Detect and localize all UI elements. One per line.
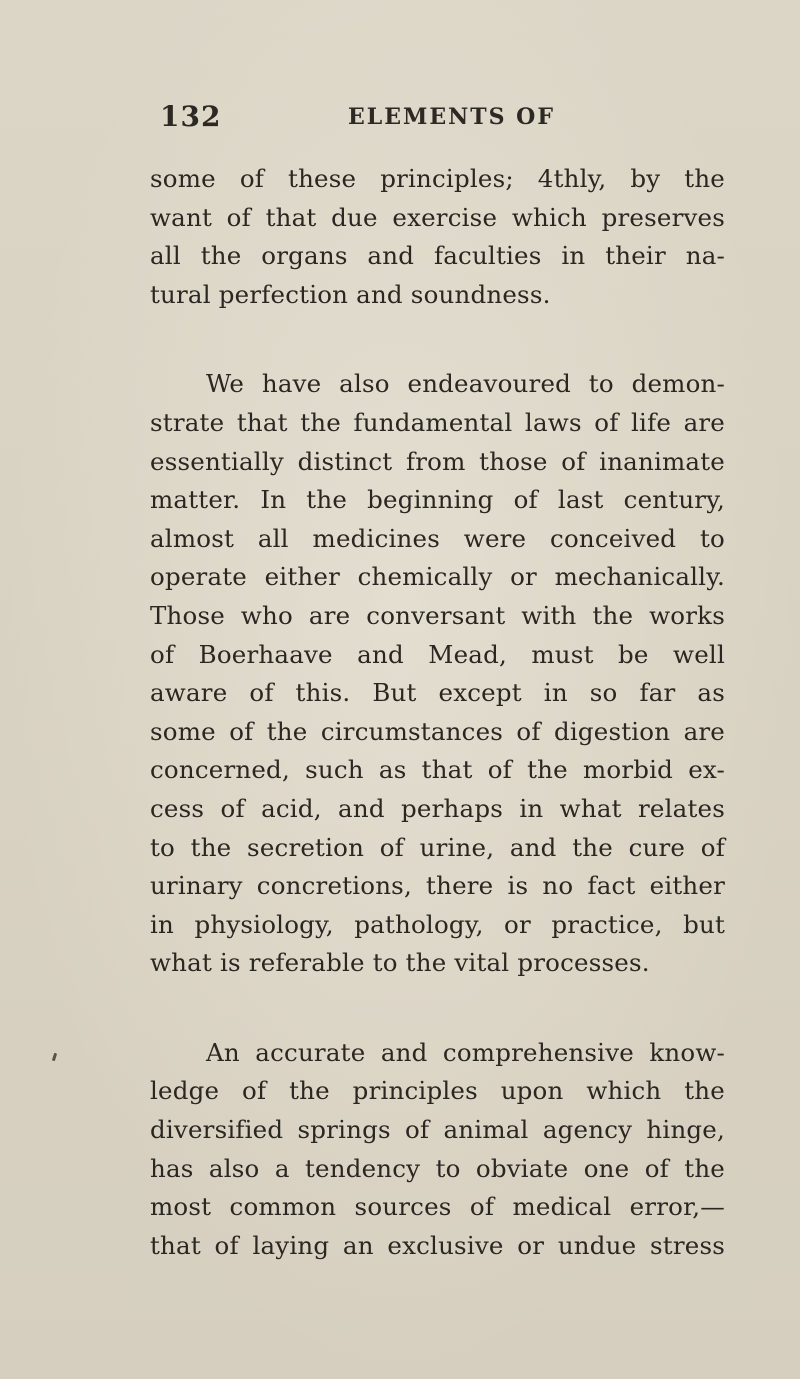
- margin-speck: [52, 1053, 57, 1062]
- text-line: urinary concretions, there is no fact either: [150, 871, 725, 901]
- running-title: ELEMENTS OF: [348, 104, 555, 130]
- text-line: some of these principles; 4thly, by the: [150, 164, 725, 193]
- text-line: matter. In the beginning of last century,: [150, 485, 725, 515]
- body-text: [150, 160, 725, 1265]
- text-line: cess of acid, and perhaps in what relates: [150, 793, 725, 823]
- text-line: We have also endeavoured to demon-: [206, 369, 725, 399]
- text-line: Those who are conversant with the works: [150, 600, 725, 630]
- paragraph-gap: [150, 983, 725, 1034]
- text-line: An accurate and comprehensive know-: [206, 1037, 725, 1067]
- running-head: [160, 100, 720, 140]
- text-line: of Boerhaave and Mead, must be well: [150, 639, 725, 669]
- paragraph-2: [150, 365, 725, 983]
- text-line: almost all medicines were conceived to: [150, 523, 725, 553]
- text-line: in physiology, pathology, or practice, but: [150, 909, 725, 939]
- text-line: what is referable to the vital processes.: [150, 948, 650, 978]
- text-line: concerned, such as that of the morbid ex-: [150, 755, 725, 785]
- text-line: essentially distinct from those of inanimate: [150, 446, 725, 476]
- text-line: most common sources of medical error,—: [150, 1192, 725, 1222]
- paragraph-3: [150, 1034, 725, 1266]
- text-line: tural perfection and soundness.: [150, 279, 551, 309]
- text-line: that of laying an exclusive or undue stress: [150, 1230, 725, 1260]
- text-line: some of the circumstances of digestion are: [150, 716, 725, 746]
- text-line: has also a tendency to obviate one of the: [150, 1153, 725, 1183]
- page-number: 132: [160, 100, 222, 133]
- text-line: strate that the fundamental laws of life are: [150, 407, 725, 437]
- text-line: to the secretion of urine, and the cure of: [150, 832, 725, 862]
- paragraph-1: [150, 160, 725, 314]
- text-line: want of that due exercise which preserves: [150, 202, 725, 232]
- text-line: diversified springs of animal agency hinge,: [150, 1115, 725, 1145]
- paragraph-gap: [150, 314, 725, 365]
- text-line: operate either chemically or mechanically.: [150, 562, 725, 592]
- text-line: all the organs and faculties in their na-: [150, 241, 725, 271]
- text-line: aware of this. But except in so far as: [150, 678, 725, 708]
- text-line: ledge of the principles upon which the: [150, 1076, 725, 1106]
